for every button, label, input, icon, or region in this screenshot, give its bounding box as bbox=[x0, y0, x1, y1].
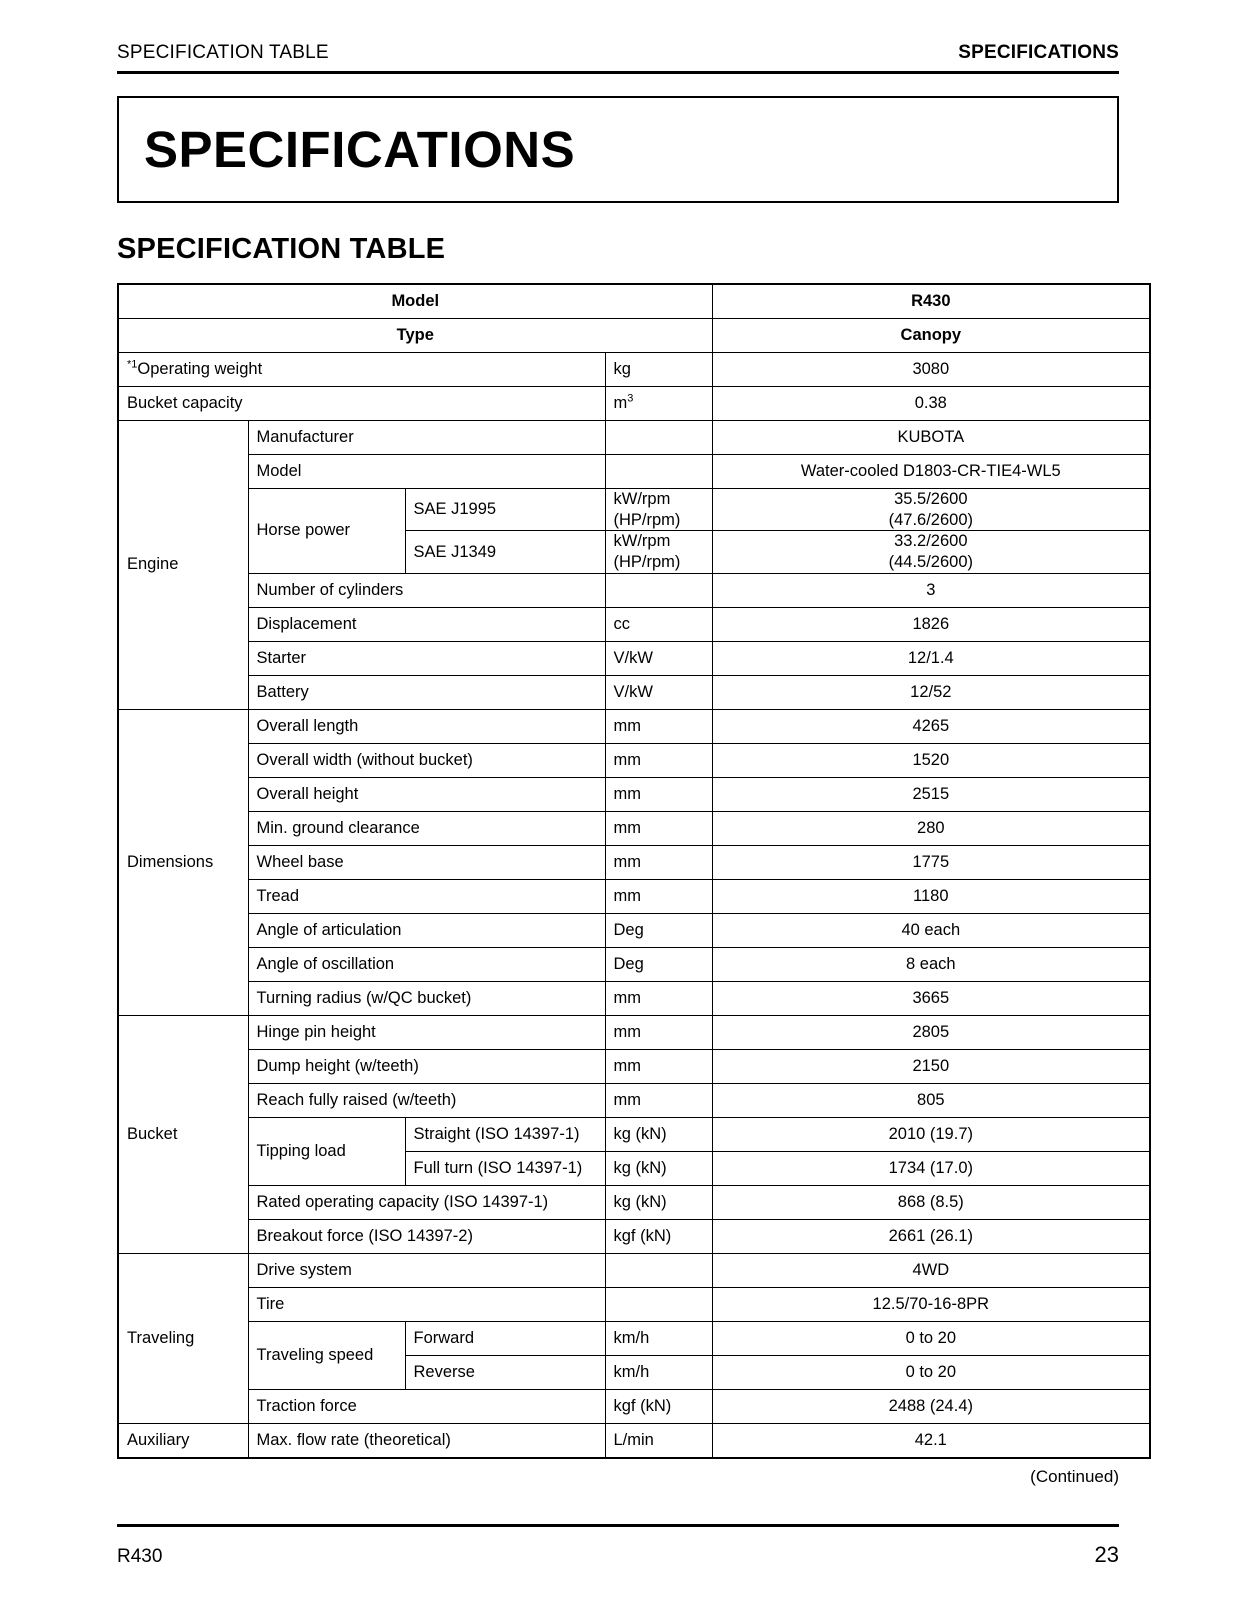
table-row-operating-weight bbox=[118, 353, 1150, 387]
table-row bbox=[118, 1049, 1150, 1083]
row-unit-exponent: 3 bbox=[627, 392, 634, 405]
row-sublabel: SAE J1995 bbox=[405, 489, 605, 531]
row-unit-line2: (HP/rpm) bbox=[613, 510, 681, 529]
row-label: Min. ground clearance bbox=[248, 811, 605, 845]
table-row-model bbox=[118, 284, 1150, 319]
row-value: 2515 bbox=[712, 777, 1150, 811]
row-unit: Deg bbox=[605, 913, 712, 947]
table-row bbox=[118, 607, 1150, 641]
row-value: Canopy bbox=[712, 319, 1150, 353]
page-title: SPECIFICATIONS bbox=[144, 121, 576, 178]
row-value: KUBOTA bbox=[712, 421, 1150, 455]
row-label: Manufacturer bbox=[248, 421, 605, 455]
table-row bbox=[118, 573, 1150, 607]
table-row bbox=[118, 913, 1150, 947]
row-value-line2: (47.6/2600) bbox=[888, 510, 973, 529]
title-box bbox=[117, 96, 1119, 203]
table-row bbox=[118, 709, 1150, 743]
table-row bbox=[118, 1389, 1150, 1423]
row-value: 3665 bbox=[712, 981, 1150, 1015]
row-value: 280 bbox=[712, 811, 1150, 845]
row-unit: mm bbox=[605, 811, 712, 845]
table-row bbox=[118, 811, 1150, 845]
row-unit bbox=[605, 1253, 712, 1287]
specification-table bbox=[117, 283, 1151, 1459]
table-row bbox=[118, 743, 1150, 777]
row-label: Model bbox=[118, 284, 712, 319]
table-row bbox=[118, 845, 1150, 879]
table-row bbox=[118, 947, 1150, 981]
row-value: 42.1 bbox=[712, 1423, 1150, 1458]
row-unit: mm bbox=[605, 1015, 712, 1049]
row-label: Angle of articulation bbox=[248, 913, 605, 947]
continued-note: (Continued) bbox=[1030, 1466, 1119, 1486]
table-row bbox=[118, 455, 1150, 489]
row-unit-text: m bbox=[613, 394, 628, 413]
row-label-text: Operating weight bbox=[137, 360, 263, 379]
table-row bbox=[118, 1423, 1150, 1458]
row-unit: mm bbox=[605, 845, 712, 879]
row-label: Drive system bbox=[248, 1253, 605, 1287]
row-unit bbox=[605, 489, 712, 531]
running-header-left: SPECIFICATION TABLE bbox=[117, 42, 329, 63]
row-unit: Deg bbox=[605, 947, 712, 981]
row-value bbox=[712, 489, 1150, 531]
table-row bbox=[118, 1185, 1150, 1219]
row-label: Displacement bbox=[248, 607, 605, 641]
row-label: Type bbox=[118, 319, 712, 353]
row-unit: L/min bbox=[605, 1423, 712, 1458]
table-row bbox=[118, 981, 1150, 1015]
row-unit: kg (kN) bbox=[605, 1151, 712, 1185]
row-unit bbox=[605, 531, 712, 573]
row-value: 1180 bbox=[712, 879, 1150, 913]
row-value: 0 to 20 bbox=[712, 1355, 1150, 1389]
table-row bbox=[118, 1083, 1150, 1117]
row-unit: kg (kN) bbox=[605, 1185, 712, 1219]
row-label: Rated operating capacity (ISO 14397-1) bbox=[248, 1185, 605, 1219]
row-unit-line1: kW/rpm bbox=[613, 532, 671, 551]
row-value: 40 each bbox=[712, 913, 1150, 947]
row-label-traveling-speed: Traveling speed bbox=[248, 1321, 405, 1389]
row-value: 805 bbox=[712, 1083, 1150, 1117]
row-value: 1826 bbox=[712, 607, 1150, 641]
row-value: 868 (8.5) bbox=[712, 1185, 1150, 1219]
row-label: Angle of oscillation bbox=[248, 947, 605, 981]
row-value: 2150 bbox=[712, 1049, 1150, 1083]
row-label: Bucket capacity bbox=[118, 387, 605, 421]
row-value: 0.38 bbox=[712, 387, 1150, 421]
row-label: Overall height bbox=[248, 777, 605, 811]
category-label-traveling: Traveling bbox=[118, 1253, 248, 1423]
row-label: Breakout force (ISO 14397-2) bbox=[248, 1219, 605, 1253]
row-label: Dump height (w/teeth) bbox=[248, 1049, 605, 1083]
row-label: Max. flow rate (theoretical) bbox=[248, 1423, 605, 1458]
row-value: 1775 bbox=[712, 845, 1150, 879]
spec-table-wrap bbox=[117, 283, 1119, 1459]
row-unit: mm bbox=[605, 743, 712, 777]
row-value: 12/1.4 bbox=[712, 641, 1150, 675]
table-row bbox=[118, 1219, 1150, 1253]
row-unit: mm bbox=[605, 1049, 712, 1083]
row-label-horse-power: Horse power bbox=[248, 489, 405, 574]
row-unit: km/h bbox=[605, 1321, 712, 1355]
row-value: Water-cooled D1803-CR-TIE4-WL5 bbox=[712, 455, 1150, 489]
row-unit: V/kW bbox=[605, 675, 712, 709]
row-unit-line1: kW/rpm bbox=[613, 490, 671, 508]
row-unit: kg bbox=[605, 353, 712, 387]
header-divider bbox=[117, 71, 1119, 74]
footnote-marker: *1 bbox=[127, 358, 138, 371]
category-label-auxiliary: Auxiliary bbox=[118, 1423, 248, 1458]
footer-model: R430 bbox=[117, 1546, 163, 1567]
row-label: Number of cylinders bbox=[248, 573, 605, 607]
row-value: 8 each bbox=[712, 947, 1150, 981]
row-label: Overall width (without bucket) bbox=[248, 743, 605, 777]
page-footer bbox=[117, 1542, 1119, 1568]
row-sublabel: Reverse bbox=[405, 1355, 605, 1389]
row-label: Tire bbox=[248, 1287, 605, 1321]
row-unit bbox=[605, 455, 712, 489]
row-unit bbox=[605, 387, 712, 421]
row-value: 3 bbox=[712, 573, 1150, 607]
table-row bbox=[118, 777, 1150, 811]
row-value: 2661 (26.1) bbox=[712, 1219, 1150, 1253]
row-label: Overall length bbox=[248, 709, 605, 743]
row-label-tipping-load: Tipping load bbox=[248, 1117, 405, 1185]
table-row bbox=[118, 1253, 1150, 1287]
row-label: Tread bbox=[248, 879, 605, 913]
row-value-line1: 33.2/2600 bbox=[894, 532, 968, 551]
row-value-line1: 35.5/2600 bbox=[894, 490, 968, 508]
row-value: 4WD bbox=[712, 1253, 1150, 1287]
category-label-bucket: Bucket bbox=[118, 1015, 248, 1253]
row-sublabel: Full turn (ISO 14397-1) bbox=[405, 1151, 605, 1185]
table-row bbox=[118, 641, 1150, 675]
row-unit: km/h bbox=[605, 1355, 712, 1389]
row-unit: kgf (kN) bbox=[605, 1219, 712, 1253]
row-sublabel: Straight (ISO 14397-1) bbox=[405, 1117, 605, 1151]
footer-page-number: 23 bbox=[1094, 1542, 1119, 1567]
table-row bbox=[118, 675, 1150, 709]
row-value-line2: (44.5/2600) bbox=[888, 552, 973, 571]
row-value: 3080 bbox=[712, 353, 1150, 387]
row-value: 1520 bbox=[712, 743, 1150, 777]
row-label: Model bbox=[248, 455, 605, 489]
row-label: Turning radius (w/QC bucket) bbox=[248, 981, 605, 1015]
table-row bbox=[118, 1287, 1150, 1321]
row-value: 2488 (24.4) bbox=[712, 1389, 1150, 1423]
row-unit bbox=[605, 1287, 712, 1321]
row-value bbox=[712, 531, 1150, 573]
row-label: Battery bbox=[248, 675, 605, 709]
table-row bbox=[118, 421, 1150, 455]
row-value: 1734 (17.0) bbox=[712, 1151, 1150, 1185]
row-value: 0 to 20 bbox=[712, 1321, 1150, 1355]
footer-divider bbox=[117, 1524, 1119, 1527]
category-label-engine: Engine bbox=[118, 421, 248, 710]
row-unit: mm bbox=[605, 879, 712, 913]
row-sublabel: SAE J1349 bbox=[405, 531, 605, 573]
row-label: Reach fully raised (w/teeth) bbox=[248, 1083, 605, 1117]
row-unit: kg (kN) bbox=[605, 1117, 712, 1151]
row-value: 2010 (19.7) bbox=[712, 1117, 1150, 1151]
row-value: 2805 bbox=[712, 1015, 1150, 1049]
row-unit: mm bbox=[605, 777, 712, 811]
row-unit: V/kW bbox=[605, 641, 712, 675]
row-unit: mm bbox=[605, 981, 712, 1015]
row-unit: kgf (kN) bbox=[605, 1389, 712, 1423]
row-label bbox=[118, 353, 605, 387]
table-row bbox=[118, 1321, 1150, 1355]
row-label: Starter bbox=[248, 641, 605, 675]
table-row-type bbox=[118, 319, 1150, 353]
row-unit: cc bbox=[605, 607, 712, 641]
row-value: 4265 bbox=[712, 709, 1150, 743]
category-label-dimensions: Dimensions bbox=[118, 709, 248, 1015]
row-unit-line2: (HP/rpm) bbox=[613, 552, 681, 571]
row-unit: mm bbox=[605, 709, 712, 743]
row-unit bbox=[605, 573, 712, 607]
row-value: 12/52 bbox=[712, 675, 1150, 709]
row-unit bbox=[605, 421, 712, 455]
row-label: Hinge pin height bbox=[248, 1015, 605, 1049]
row-unit: mm bbox=[605, 1083, 712, 1117]
table-row bbox=[118, 879, 1150, 913]
section-heading: SPECIFICATION TABLE bbox=[117, 233, 446, 265]
running-header bbox=[78, 0, 1158, 64]
row-label: Wheel base bbox=[248, 845, 605, 879]
running-header-right: SPECIFICATIONS bbox=[958, 42, 1119, 63]
row-value: 12.5/70-16-8PR bbox=[712, 1287, 1150, 1321]
table-row-bucket-capacity bbox=[118, 387, 1150, 421]
row-label: Traction force bbox=[248, 1389, 605, 1423]
table-row bbox=[118, 1117, 1150, 1151]
row-sublabel: Forward bbox=[405, 1321, 605, 1355]
table-row bbox=[118, 489, 1150, 531]
table-row bbox=[118, 1015, 1150, 1049]
row-value: R430 bbox=[712, 284, 1150, 319]
